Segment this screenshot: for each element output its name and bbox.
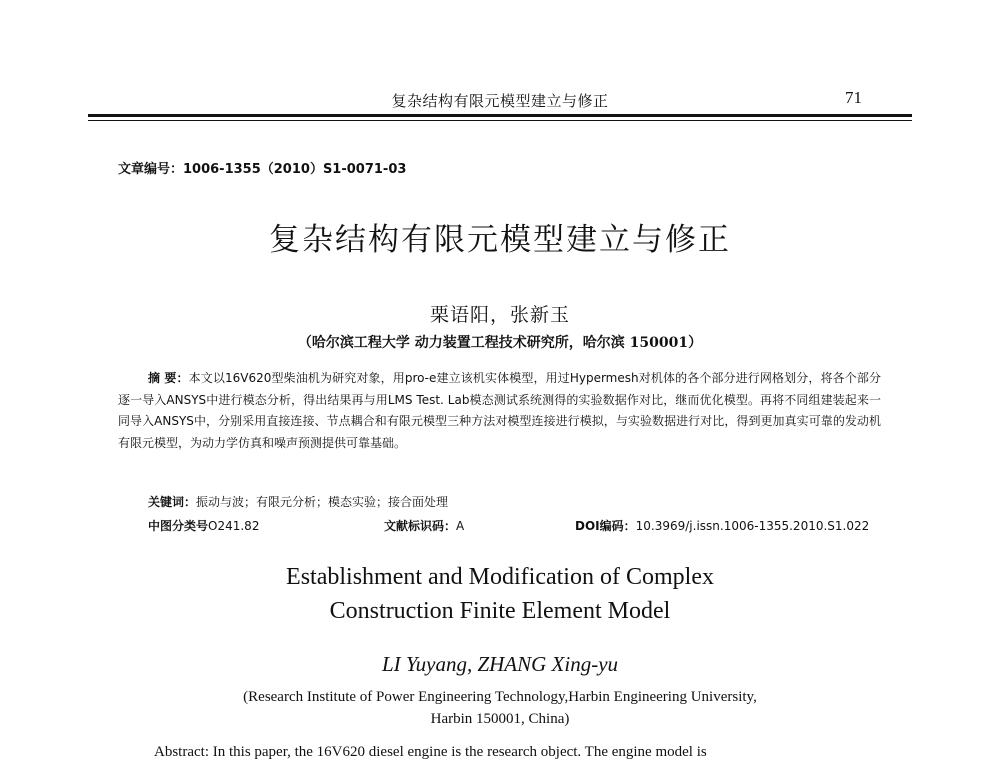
page-number: 71 [845, 88, 862, 107]
affiliation-english [0, 686, 1000, 730]
document-code [384, 517, 464, 534]
doi-label: DOI编码： [575, 519, 636, 533]
article-number: 文章编号：1006-1355（2010）S1-0071-03 [118, 162, 407, 177]
clc-value: O241.82 [208, 519, 260, 533]
affiliation-english-line1: (Research Institute of Power Engineering Technology,Harbin Engineering University, [243, 689, 757, 705]
title-english [0, 560, 1000, 628]
affiliation-chinese: （哈尔滨工程大学 动力装置工程技术研究所，哈尔滨 150001） [297, 335, 703, 351]
running-title: 复杂结构有限元模型建立与修正 [391, 92, 609, 110]
authors-chinese: 栗语阳，张新玉 [429, 304, 570, 326]
affiliation-english-line2: Harbin 150001, China) [430, 711, 570, 727]
keywords-text: 振动与波；有限元分析；模态实验；接合面处理 [196, 495, 449, 509]
title-chinese: 复杂结构有限元模型建立与修正 [269, 222, 731, 258]
keywords-chinese [148, 493, 448, 510]
header-rule-thick [88, 114, 912, 117]
abstract-english-partial: Abstract: In this paper, the 16V620 diesel engine is the research object. The engine model is [154, 744, 707, 760]
keywords-label: 关键词： [148, 495, 197, 509]
title-english-line2: Construction Finite Element Model [329, 598, 671, 624]
abstract-chinese-label: 摘 要： [148, 371, 189, 385]
document-code-label: 文献标识码： [384, 519, 457, 533]
abstract-chinese [118, 368, 881, 454]
header-rule-thin [88, 120, 912, 121]
abstract-chinese-text: 本文以16V620型柴油机为研究对象，用pro-e建立该机实体模型，用过Hypermesh对机体的各个部分进行网格划分，将各个部分逐一导入ANSYS中进行模态分析，得出结果再与用LMS Test. Lab模态测试系统测得的实验数据作对比，继而优化模型。再将不同组建装起来一同导入ANSYS中，分别采用直接连接、节点耦合和有限元模型三种方法对模型连接进行模拟，与实验数据进行对比，得到更加真实可靠的发动机有限元模型，为动力学仿真和噪声预测提供可靠基础。 [118, 371, 881, 450]
authors-english: LI Yuyang, ZHANG Xing-yu [381, 652, 619, 676]
clc-number [148, 517, 259, 534]
doi-value: 10.3969/j.issn.1006-1355.2010.S1.022 [635, 519, 870, 533]
title-english-line1: Establishment and Modification of Complex [286, 564, 714, 590]
document-code-value: A [456, 519, 465, 533]
clc-label: 中图分类号 [148, 519, 209, 533]
doi [575, 517, 869, 534]
